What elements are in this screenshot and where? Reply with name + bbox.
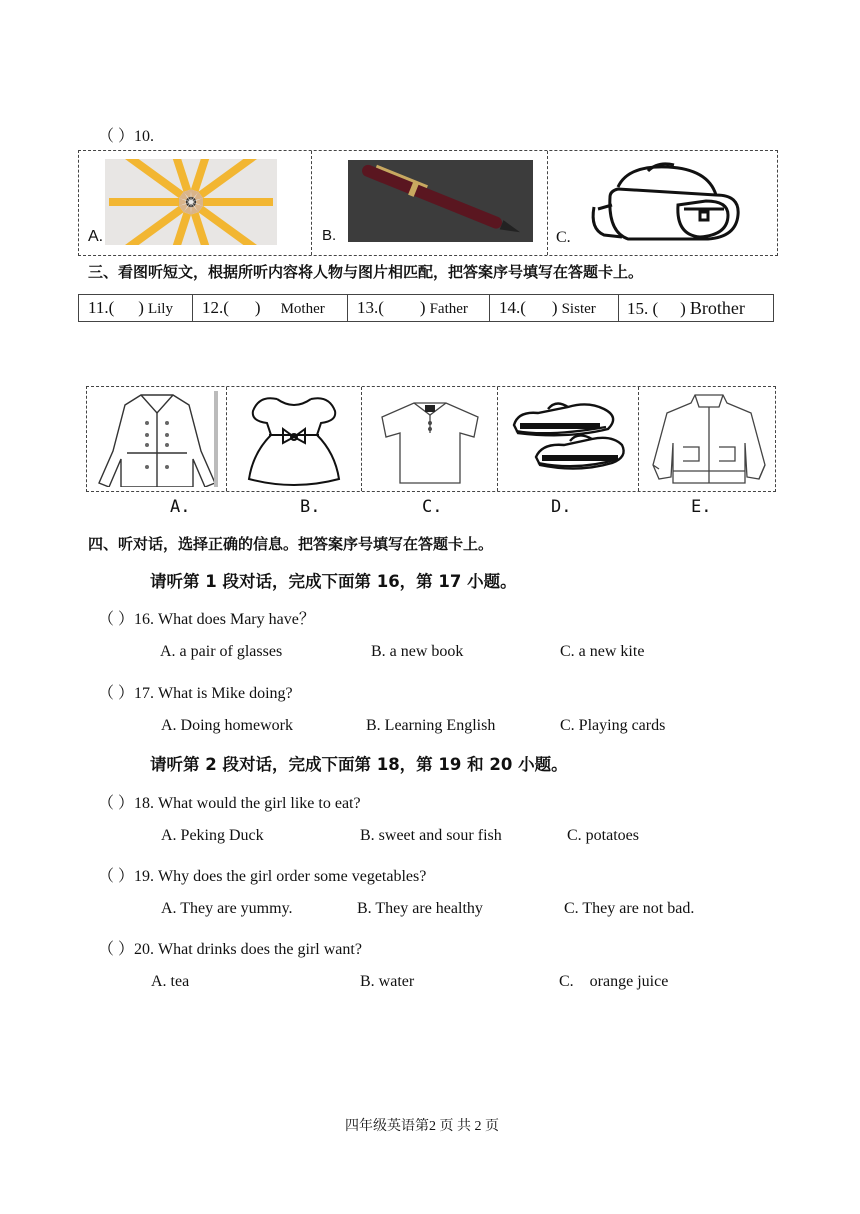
question-19-option-b: B. They are healthy <box>357 900 483 917</box>
pencils-image <box>105 159 277 245</box>
option-c-label: C. <box>556 229 571 246</box>
question-17: （ ）17. What is Mike doing? <box>98 685 293 702</box>
question-17-option-c: C. Playing cards <box>560 717 666 734</box>
pen-image <box>348 160 533 242</box>
clothes-c-cell <box>362 387 498 491</box>
question-19-option-a: A. They are yummy. <box>161 900 293 917</box>
sneakers-image <box>508 395 630 485</box>
question-17-option-a: A. Doing homework <box>161 717 293 734</box>
question-16: （ ）16. What does Mary have？ <box>98 611 315 628</box>
match-item-15: 15. ( ) Brother <box>627 298 745 318</box>
question-19: （ ）19. Why does the girl order some vegetables? <box>98 868 427 885</box>
option-c-cell <box>548 151 779 255</box>
clothes-label-a: A. <box>170 497 191 517</box>
question-20-option-c: C. orange juice <box>559 973 669 990</box>
section-4-title: 四、听对话，选择正确的信息。把答案序号填写在答题卡上。 <box>88 535 494 553</box>
dress-image <box>239 391 349 487</box>
question-18-option-a: A. Peking Duck <box>161 827 264 844</box>
match-item-11: 11.( ) Lily <box>79 295 193 321</box>
option-b-cell <box>312 151 548 255</box>
question-10-image-table <box>78 150 778 256</box>
question-18-option-c: C. potatoes <box>567 827 639 844</box>
dialog-2-instruction: 请听第 2 段对话，完成下面第 18，第 19 和 20 小题。 <box>150 755 568 774</box>
question-20-option-b: B. water <box>360 973 415 990</box>
question-16-option-a: A. a pair of glasses <box>160 643 283 660</box>
question-20-option-a: A. tea <box>151 973 190 990</box>
matching-table <box>78 294 774 322</box>
question-20: （ ）20. What drinks does the girl want? <box>98 941 362 958</box>
clothes-b-cell <box>227 387 362 491</box>
dialog-1-instruction: 请听第 1 段对话，完成下面第 16，第 17 小题。 <box>150 572 517 591</box>
question-18-option-b: B. sweet and sour fish <box>360 827 502 844</box>
option-a-cell <box>79 151 312 255</box>
clothes-e-cell <box>639 387 777 491</box>
clothes-label-c: C. <box>422 497 443 517</box>
question-17-option-b: B. Learning English <box>366 717 496 734</box>
match-item-12: 12.( ) Mother <box>193 295 348 321</box>
question-10-label: （ ）10. <box>98 128 155 145</box>
clothes-image-table <box>86 386 776 492</box>
clothes-a-cell <box>87 387 227 491</box>
question-16-option-b: B. a new book <box>371 643 464 660</box>
question-18: （ ）18. What would the girl like to eat? <box>98 795 361 812</box>
polo-shirt-image <box>374 397 486 485</box>
clothes-label-d: D. <box>551 497 572 517</box>
match-item-14: 14.( ) Sister <box>490 295 619 321</box>
match-item-13: 13.( ) Father <box>348 295 490 321</box>
jacket-image <box>647 391 771 487</box>
section-3-title: 三、看图听短文，根据所听内容将人物与图片相匹配，把答案序号填写在答题卡上。 <box>88 263 644 281</box>
clothes-label-b: B. <box>300 497 321 517</box>
option-b-label: B. <box>322 227 337 244</box>
clothes-label-e: E. <box>691 497 712 517</box>
option-a-label: A. <box>88 228 104 245</box>
question-19-option-c: C. They are not bad. <box>564 900 695 917</box>
question-16-option-c: C. a new kite <box>560 643 645 660</box>
backpack-image <box>588 157 748 247</box>
clothes-d-cell <box>498 387 639 491</box>
coat-image <box>93 391 221 487</box>
page-footer: 四年级英语第2 页 共 2 页 <box>345 1119 499 1134</box>
